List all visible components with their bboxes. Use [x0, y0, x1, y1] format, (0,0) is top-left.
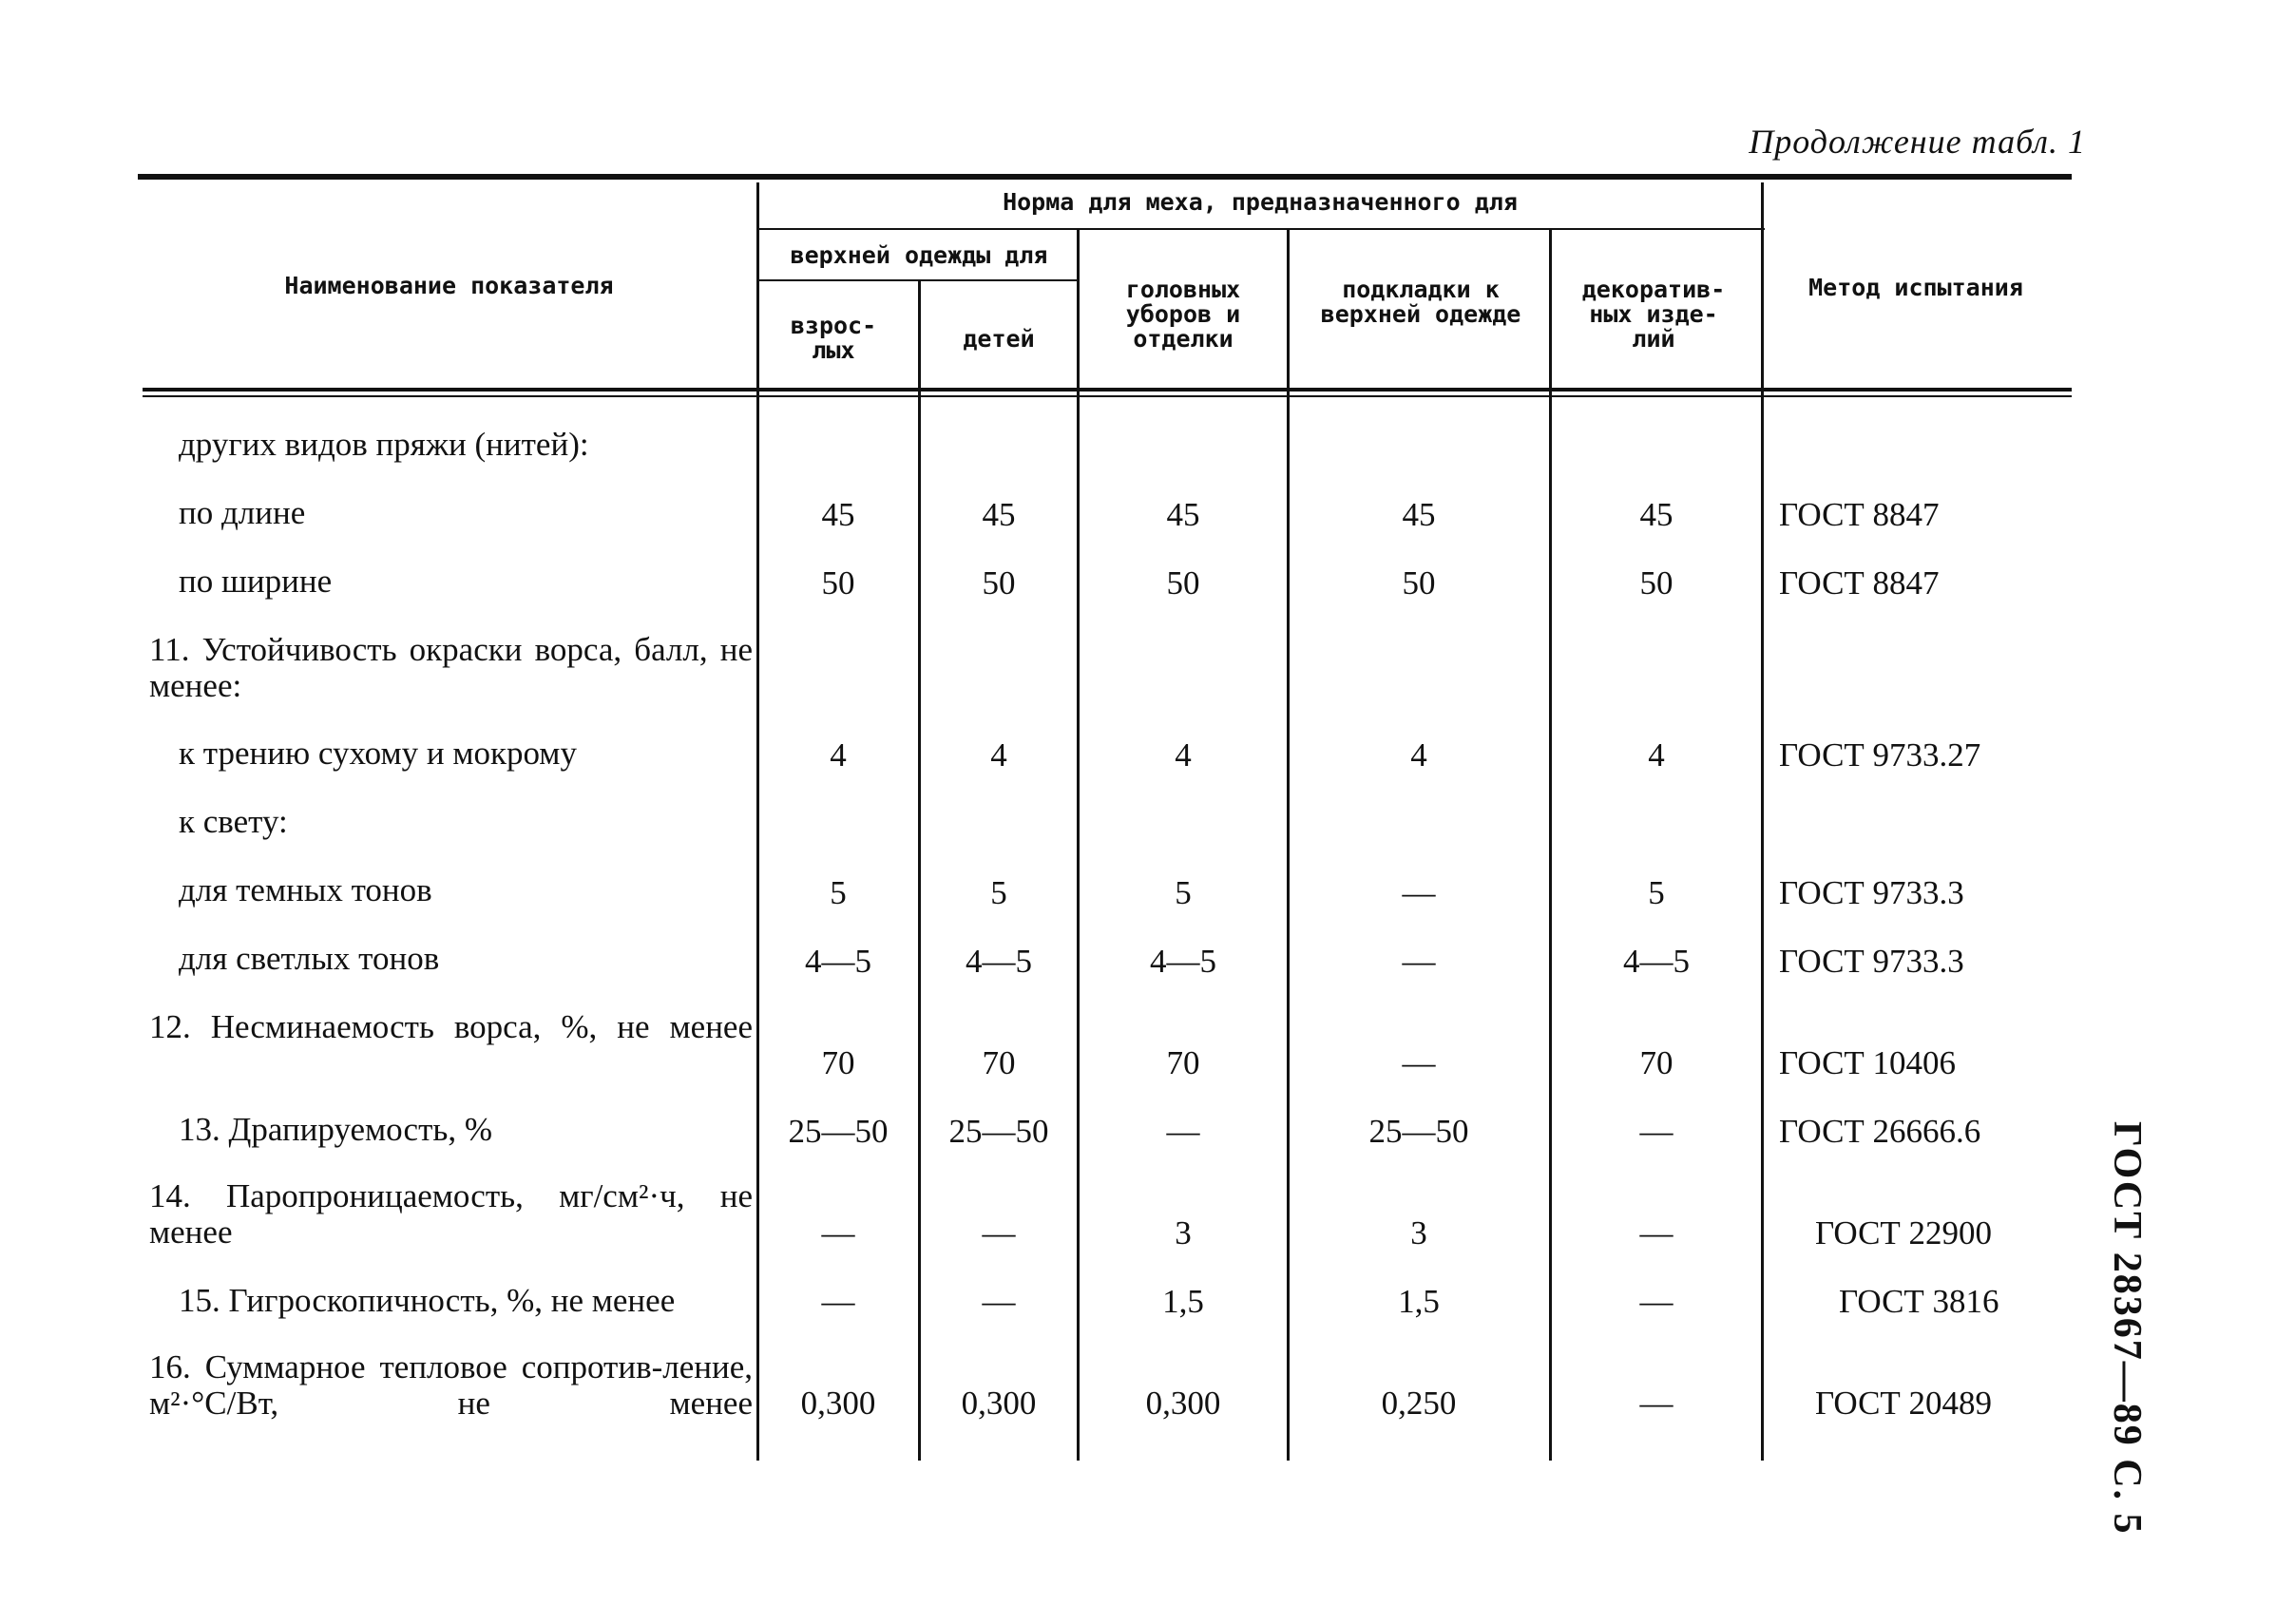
method-cell: ГОСТ 8847: [1779, 496, 1940, 533]
row-label: к трению сухому и мокрому: [179, 735, 577, 772]
value-cell: 3: [1175, 1214, 1192, 1251]
value-cell: 5: [990, 874, 1007, 911]
col-rule-2: [918, 281, 921, 1461]
value-cell: 50: [1402, 564, 1436, 602]
row-label: по ширине: [179, 563, 333, 600]
value-cell: 25—50: [1368, 1113, 1469, 1150]
row-label: к свету:: [179, 803, 288, 840]
top-rule: [138, 174, 2072, 180]
value-cell: —: [1402, 943, 1436, 980]
value-cell: —: [1639, 1385, 1674, 1422]
value-cell: 0,250: [1381, 1385, 1457, 1422]
col-rule-5: [1549, 230, 1552, 1461]
value-cell: 4—5: [805, 943, 871, 980]
value-cell: 4—5: [966, 943, 1032, 980]
method-cell: ГОСТ 10406: [1779, 1044, 1957, 1081]
value-cell: —: [821, 1214, 855, 1251]
value-cell: 0,300: [1145, 1385, 1221, 1422]
header-bottom-rule-2: [143, 395, 2072, 397]
value-cell: 45: [982, 496, 1016, 533]
value-cell: 45: [1402, 496, 1436, 533]
header-bottom-rule: [143, 388, 2072, 392]
value-cell: 70: [982, 1044, 1016, 1081]
value-cell: 4: [1648, 736, 1665, 774]
value-cell: 25—50: [788, 1113, 889, 1150]
norm-divider: [757, 228, 1765, 230]
header-norm: Норма для меха, предназначенного для: [1003, 188, 1518, 216]
value-cell: 0,300: [961, 1385, 1037, 1422]
value-cell: 4: [1175, 736, 1192, 774]
method-cell: ГОСТ 9733.27: [1779, 736, 1981, 774]
value-cell: —: [982, 1214, 1016, 1251]
method-cell: ГОСТ 22900: [1815, 1214, 1993, 1251]
value-cell: 25—50: [948, 1113, 1049, 1150]
method-cell: ГОСТ 20489: [1815, 1385, 1993, 1422]
method-cell: ГОСТ 9733.3: [1779, 874, 1964, 911]
value-cell: 45: [1639, 496, 1674, 533]
method-cell: ГОСТ 3816: [1839, 1283, 1999, 1320]
value-cell: 50: [982, 564, 1016, 602]
header-outerwear: верхней одежды для: [790, 241, 1048, 269]
row-label: 15. Гигроскопичность, %, не менее: [179, 1282, 676, 1319]
header-indicator: Наименование показателя: [284, 272, 614, 299]
col-rule-4: [1287, 230, 1290, 1461]
value-cell: 4—5: [1150, 943, 1216, 980]
value-cell: 50: [1639, 564, 1674, 602]
value-cell: 5: [1648, 874, 1665, 911]
header-method: Метод испытания: [1808, 274, 2023, 301]
header-lining: подкладки к верхней одежде: [1320, 276, 1521, 328]
row-label: 12. Несминаемость ворса, %, не менее: [149, 1008, 753, 1045]
value-cell: 4—5: [1623, 943, 1690, 980]
continuation-caption: Продолжение табл. 1: [1749, 123, 2086, 161]
value-cell: —: [1639, 1283, 1674, 1320]
value-cell: —: [1166, 1113, 1200, 1150]
side-document-label: ГОСТ 28367—89 С. 5: [2105, 1121, 2149, 1536]
header-adults: взрос-лых: [790, 312, 877, 364]
value-cell: —: [1402, 1044, 1436, 1081]
col-rule-6: [1761, 182, 1764, 1461]
row-label: по длине: [179, 494, 306, 531]
value-cell: —: [1402, 874, 1436, 911]
header-headwear: головных уборов и отделки: [1125, 276, 1241, 353]
method-cell: ГОСТ 9733.3: [1779, 943, 1964, 980]
value-cell: 45: [821, 496, 855, 533]
value-cell: 4: [1410, 736, 1427, 774]
header-children: детей: [963, 325, 1035, 353]
value-cell: 5: [1175, 874, 1192, 911]
value-cell: 5: [830, 874, 847, 911]
value-cell: 1,5: [1398, 1283, 1440, 1320]
row-label: 13. Драпируемость, %: [179, 1111, 492, 1148]
value-cell: 1,5: [1162, 1283, 1204, 1320]
value-cell: 70: [821, 1044, 855, 1081]
method-cell: ГОСТ 8847: [1779, 564, 1940, 602]
method-cell: ГОСТ 26666.6: [1779, 1113, 1981, 1150]
value-cell: 50: [821, 564, 855, 602]
value-cell: 3: [1410, 1214, 1427, 1251]
value-cell: —: [821, 1283, 855, 1320]
value-cell: 45: [1166, 496, 1200, 533]
row-label: для светлых тонов: [179, 940, 440, 977]
value-cell: 70: [1166, 1044, 1200, 1081]
row-label: для темных тонов: [179, 871, 432, 908]
value-cell: 4: [990, 736, 1007, 774]
value-cell: 50: [1166, 564, 1200, 602]
value-cell: —: [982, 1283, 1016, 1320]
value-cell: 0,300: [800, 1385, 876, 1422]
value-cell: 70: [1639, 1044, 1674, 1081]
row-label: 14. Паропроницаемость, мг/см²·ч, не менее: [149, 1177, 753, 1251]
header-decorative: декоратив-ных изде-лий: [1581, 276, 1726, 353]
col-rule-3: [1077, 230, 1080, 1461]
value-cell: —: [1639, 1113, 1674, 1150]
col-rule-1: [756, 182, 759, 1461]
row-label: других видов пряжи (нитей):: [179, 426, 589, 463]
row-label: 11. Устойчивость окраски ворса, балл, не менее:: [149, 631, 753, 704]
row-label: 16. Суммарное тепловое сопротив-ление, м²·°С/Вт, не менее: [149, 1348, 753, 1422]
value-cell: 4: [830, 736, 847, 774]
value-cell: —: [1639, 1214, 1674, 1251]
